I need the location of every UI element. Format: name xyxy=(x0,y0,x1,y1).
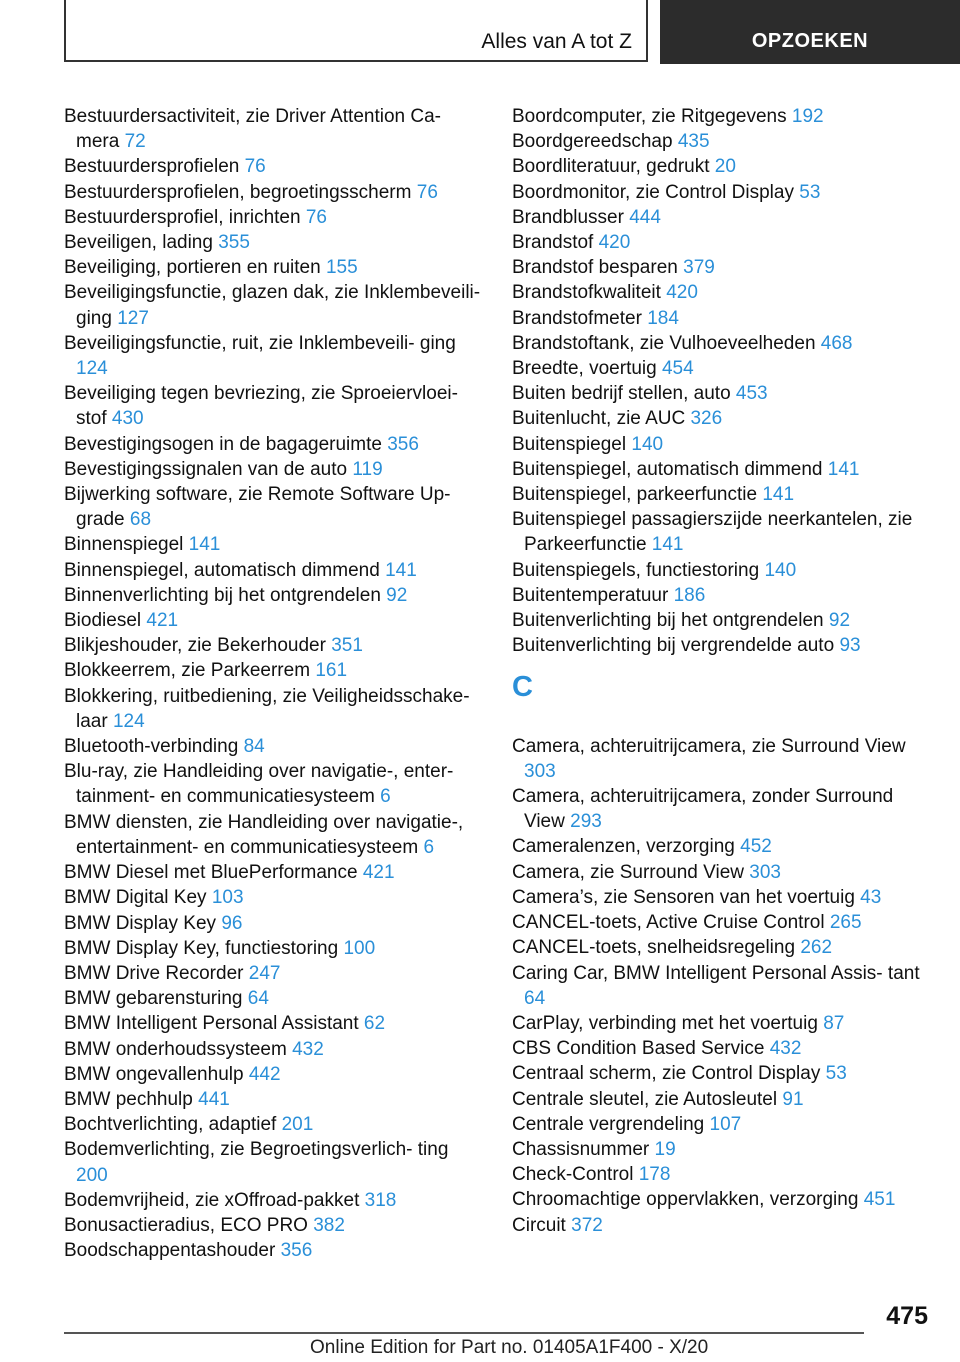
chapter-tab-label: OPZOEKEN xyxy=(751,30,869,52)
index-entry-text: BMW Intelligent Personal Assistant xyxy=(64,1013,359,1035)
page-reference-link[interactable]: 127 xyxy=(117,307,149,329)
index-entry xyxy=(64,532,484,557)
page-reference-link[interactable]: 124 xyxy=(112,710,145,732)
index-entry xyxy=(64,860,484,885)
page-reference-link[interactable]: 452 xyxy=(740,836,772,858)
page-reference-link[interactable]: 432 xyxy=(769,1038,802,1060)
index-entry xyxy=(512,558,932,583)
index-entry-text: Binnenspiegel, automatisch dimmend xyxy=(64,559,380,581)
page-reference-link[interactable]: 468 xyxy=(820,332,853,354)
index-entry xyxy=(64,911,484,936)
index-entry xyxy=(64,482,484,532)
page-reference-link[interactable]: 72 xyxy=(124,131,146,153)
index-entry-text: Brandblusser xyxy=(512,206,624,228)
index-entry xyxy=(64,1037,484,1062)
page-reference-link[interactable]: 100 xyxy=(343,937,376,959)
page-reference-link[interactable]: 420 xyxy=(666,282,698,304)
page-reference-link[interactable]: 444 xyxy=(629,206,661,228)
page-reference-link[interactable]: 87 xyxy=(823,1012,845,1034)
page-reference-link[interactable]: 293 xyxy=(570,811,602,833)
index-entry-text: Bestuurdersprofiel, inrichten xyxy=(64,206,301,228)
page-reference-link[interactable]: 421 xyxy=(146,610,179,632)
page-reference-link[interactable]: 372 xyxy=(571,1214,603,1236)
page-reference-link[interactable]: 53 xyxy=(799,181,821,203)
index-entry xyxy=(64,633,484,658)
page-reference-link[interactable]: 53 xyxy=(825,1063,847,1085)
index-entry xyxy=(64,936,484,961)
page-reference-link[interactable]: 76 xyxy=(416,181,438,203)
page-number: 475 xyxy=(886,1302,928,1330)
index-entry xyxy=(512,885,932,910)
index-entry-text: Camera’s, zie Sensoren van het voertuig xyxy=(512,886,855,908)
index-entry-text: Camera, zie Surround View xyxy=(512,861,744,883)
page-reference-link[interactable]: 192 xyxy=(791,106,824,127)
page-reference-link[interactable]: 382 xyxy=(313,1214,345,1236)
index-entry xyxy=(512,154,932,179)
index-entry xyxy=(64,810,484,860)
index-group-b-continued xyxy=(512,104,932,658)
index-entry xyxy=(64,885,484,910)
index-entry-text: Circuit xyxy=(512,1214,566,1236)
page-reference-link[interactable]: 91 xyxy=(782,1088,804,1110)
index-entry-text: Beveiliging tegen bevriezing, zie Sproeiervloei‐ stof xyxy=(64,383,458,430)
page-reference-link[interactable]: 141 xyxy=(651,534,684,556)
page-reference-link[interactable]: 141 xyxy=(762,484,795,506)
index-entry-text: Buitenspiegel passagierszijde neerkantelen, zie Parkeerfunctie xyxy=(512,509,913,556)
index-entry-text: BMW gebarensturing xyxy=(64,988,243,1010)
page-reference-link[interactable]: 92 xyxy=(828,610,851,632)
index-entry-text: Centrale sleutel, zie Autosleutel xyxy=(512,1088,778,1110)
index-entry-text: BMW pechhulp xyxy=(64,1088,193,1110)
index-entry xyxy=(512,1087,932,1112)
page-reference-link[interactable]: 124 xyxy=(76,358,108,380)
index-entry-text: Brandstof xyxy=(512,232,594,254)
index-entry xyxy=(64,381,484,431)
index-entry-text: Bestuurdersprofielen, begroetingsscherm xyxy=(64,181,412,203)
index-entry xyxy=(512,834,932,859)
page-reference-link[interactable]: 64 xyxy=(524,987,546,1009)
page-reference-link[interactable]: 119 xyxy=(352,458,383,480)
index-entry xyxy=(64,457,484,482)
page-reference-link[interactable]: 430 xyxy=(111,408,144,430)
index-entry-text: Cameralenzen, verzorging xyxy=(512,836,735,858)
index-entry xyxy=(512,306,932,331)
page-reference-link[interactable]: 96 xyxy=(221,912,243,934)
index-entry xyxy=(512,507,932,557)
index-entry-text: Bijwerking software, zie Remote Software Up‐ grade xyxy=(64,484,451,531)
page-reference-link[interactable]: 355 xyxy=(218,232,250,254)
index-entry xyxy=(64,104,484,154)
index-entry xyxy=(64,1087,484,1112)
page-reference-link[interactable]: 420 xyxy=(598,232,631,254)
index-entry xyxy=(64,759,484,809)
index-entry-text: Chassisnummer xyxy=(512,1138,650,1160)
index-entry-text: Buitenspiegels, functiestoring xyxy=(512,559,760,581)
index-column-left xyxy=(64,104,484,1263)
index-entry-text: BMW ongevallenhulp xyxy=(64,1063,244,1085)
page-reference-link[interactable]: 318 xyxy=(364,1189,397,1211)
index-entry xyxy=(512,1137,932,1162)
index-entry xyxy=(512,230,932,255)
index-entry xyxy=(512,129,932,154)
page-reference-link[interactable]: 435 xyxy=(677,131,710,153)
index-entry-text: Bodemvrijheid, zie xOffroad-pakket xyxy=(64,1189,360,1211)
page-reference-link[interactable]: 442 xyxy=(248,1063,281,1085)
index-entry xyxy=(64,205,484,230)
page-reference-link[interactable]: 265 xyxy=(829,912,862,934)
index-entry xyxy=(64,608,484,633)
page-reference-link[interactable]: 141 xyxy=(385,559,417,581)
page-reference-link[interactable]: 107 xyxy=(709,1113,742,1135)
page-reference-link[interactable]: 6 xyxy=(380,786,391,808)
page-reference-link[interactable]: 103 xyxy=(211,887,244,909)
index-entry xyxy=(512,255,932,280)
index-entry xyxy=(64,1112,484,1137)
index-entry-text: Breedte, voertuig xyxy=(512,358,657,380)
index-entry-text: Bodemverlichting, zie Begroetingsverlich‐ ting xyxy=(64,1139,449,1161)
index-entry-text: Bevestigingssignalen van de auto xyxy=(64,458,348,480)
page-reference-link[interactable]: 421 xyxy=(362,862,395,884)
index-entry xyxy=(512,860,932,885)
index-entry xyxy=(64,154,484,179)
page-reference-link[interactable]: 76 xyxy=(244,156,266,178)
index-column-right xyxy=(512,104,932,1238)
index-entry-text: Buitenspiegel, automatisch dimmend xyxy=(512,458,823,480)
page-reference-link[interactable]: 93 xyxy=(839,635,861,657)
index-entry-text: Boordmonitor, zie Control Display xyxy=(512,181,794,203)
index-entry-text: Buitenverlichting bij vergrendelde auto xyxy=(512,635,835,657)
index-entry-text: Boordliteratuur, gedrukt xyxy=(512,156,710,178)
index-entry xyxy=(64,432,484,457)
index-entry-text: BMW Diesel met BluePerformance xyxy=(64,862,358,884)
page-reference-link[interactable]: 178 xyxy=(638,1164,671,1186)
section-letter-heading: C xyxy=(512,671,533,704)
index-entry xyxy=(512,1011,932,1036)
index-entry-text: Buitenlucht, zie AUC xyxy=(512,408,686,430)
index-entry-text: Boordcomputer, zie Ritgegevens xyxy=(512,106,787,127)
index-entry-text: Blikjeshouder, zie Bekerhouder xyxy=(64,635,326,657)
page-reference-link[interactable]: 326 xyxy=(690,408,723,430)
page-reference-link[interactable]: 200 xyxy=(76,1164,108,1186)
index-entry xyxy=(64,558,484,583)
page-reference-link[interactable]: 64 xyxy=(247,988,269,1010)
footer-divider xyxy=(64,1332,864,1334)
page-reference-link[interactable]: 247 xyxy=(248,962,281,984)
index-entry-text: Buitenverlichting bij het ontgrendelen xyxy=(512,610,824,632)
index-entry xyxy=(512,784,932,834)
page-reference-link[interactable]: 184 xyxy=(647,307,679,329)
index-entry xyxy=(512,104,932,129)
page-reference-link[interactable]: 76 xyxy=(305,206,327,228)
page-reference-link[interactable]: 356 xyxy=(280,1240,313,1262)
page-reference-link[interactable]: 92 xyxy=(386,584,408,606)
index-entry-text: Brandstof besparen xyxy=(512,257,678,279)
index-entry xyxy=(64,684,484,734)
index-entry-text: Bochtverlichting, adaptief xyxy=(64,1114,277,1136)
index-entry xyxy=(64,658,484,683)
index-entry xyxy=(512,432,932,457)
index-entry-text: Bonusactieradius, ECO PRO xyxy=(64,1214,308,1236)
index-entry xyxy=(64,1062,484,1087)
index-entry xyxy=(64,986,484,1011)
index-entry-text: Blokkeerrem, zie Parkeerrem xyxy=(64,660,311,682)
index-entry-text: Bestuurdersprofielen xyxy=(64,156,240,178)
index-entry xyxy=(64,1188,484,1213)
page-reference-link[interactable]: 201 xyxy=(281,1114,314,1136)
page-reference-link[interactable]: 20 xyxy=(714,156,736,178)
page-reference-link[interactable]: 84 xyxy=(243,736,265,758)
index-entry xyxy=(64,230,484,255)
index-entry xyxy=(64,1137,484,1187)
page-reference-link[interactable]: 451 xyxy=(863,1189,896,1211)
index-entry xyxy=(512,1187,932,1212)
index-entry-text: Check-Control xyxy=(512,1164,634,1186)
index-entry-text: Beveiliging, portieren en ruiten xyxy=(64,257,321,279)
index-entry-text: Bluetooth-verbinding xyxy=(64,736,239,758)
index-entry-text: Brandstofmeter xyxy=(512,307,642,329)
index-entry-text: Chroomachtige oppervlakken, verzorging xyxy=(512,1189,859,1211)
index-entry xyxy=(512,457,932,482)
index-entry xyxy=(512,1112,932,1137)
page-reference-link[interactable]: 62 xyxy=(363,1013,386,1035)
index-entry-text: Bevestigingsogen in de bagageruimte xyxy=(64,433,382,455)
index-entry-text: BMW onderhoudssysteem xyxy=(64,1038,287,1060)
index-entry-text: BMW Drive Recorder xyxy=(64,962,244,984)
index-entry xyxy=(512,331,932,356)
index-entry-text: Buitenspiegel, parkeerfunctie xyxy=(512,484,758,506)
index-entry xyxy=(512,180,932,205)
index-entry-text: Buitentemperatuur xyxy=(512,584,669,606)
index-entry xyxy=(64,1213,484,1238)
index-entry xyxy=(64,583,484,608)
index-entry xyxy=(512,1036,932,1061)
page-reference-link[interactable]: 351 xyxy=(331,635,363,657)
index-entry-text: CarPlay, verbinding met het voertuig xyxy=(512,1012,818,1034)
section-title: Alles van A tot Z xyxy=(481,30,632,53)
index-entry xyxy=(512,1162,932,1187)
index-entry xyxy=(512,1213,932,1238)
index-entry-text: Camera, achteruitrijcamera, zonder Surround View xyxy=(512,786,894,833)
index-entry xyxy=(64,255,484,280)
page-reference-link[interactable]: 140 xyxy=(631,433,664,455)
page-reference-link[interactable]: 432 xyxy=(292,1038,324,1060)
section-title-box xyxy=(64,0,648,62)
index-entry-text: Brandstoftank, zie Vulhoeveelheden xyxy=(512,332,816,354)
index-entry xyxy=(512,935,932,960)
page-header xyxy=(64,0,960,64)
chapter-tab[interactable] xyxy=(660,0,960,64)
index-entry-text: Biodiesel xyxy=(64,610,142,632)
page-reference-link[interactable]: 141 xyxy=(188,534,221,556)
index-entry-text: Blu-ray, zie Handleiding over navigatie-, enter‐ tainment- en communicatiesysteem xyxy=(64,761,454,808)
index-entry-text: Beveiligen, lading xyxy=(64,232,213,254)
page-reference-link[interactable]: 379 xyxy=(683,257,715,279)
index-entry xyxy=(512,482,932,507)
index-entry xyxy=(64,734,484,759)
page-reference-link[interactable]: 19 xyxy=(654,1138,676,1160)
footer-edition-text: Online Edition for Part no. 01405A1F400 - X/20 xyxy=(310,1337,709,1358)
page-reference-link[interactable]: 303 xyxy=(524,760,556,782)
index-entry xyxy=(64,961,484,986)
index-entry-text: CANCEL-toets, snelheidsregeling xyxy=(512,937,796,959)
index-entry xyxy=(64,180,484,205)
page-reference-link[interactable]: 441 xyxy=(198,1088,230,1110)
index-entry-text: Boordgereedschap xyxy=(512,131,673,153)
index-entry-text: Camera, achteruitrijcamera, zie Surround View xyxy=(512,735,906,757)
index-entry xyxy=(512,406,932,431)
page-reference-link[interactable]: 303 xyxy=(749,861,781,883)
index-entry-text: Beveiligingsfunctie, glazen dak, zie Inklembeveili‐ ging xyxy=(64,282,481,329)
index-entry-text: Blokkering, ruitbediening, zie Veiligheidsschake‐ laar xyxy=(64,685,470,732)
page-reference-link[interactable]: 155 xyxy=(325,257,358,279)
index-entry-text: CBS Condition Based Service xyxy=(512,1038,765,1060)
index-entry xyxy=(512,608,932,633)
index-entry-text: Brandstofkwaliteit xyxy=(512,282,661,304)
index-entry xyxy=(512,1061,932,1086)
page-reference-link[interactable]: 43 xyxy=(860,886,882,908)
index-entry-text: Binnenverlichting bij het ontgrendelen xyxy=(64,584,381,606)
index-entry-text: Beveiligingsfunctie, ruit, zie Inklembeveili‐ ging xyxy=(64,332,456,354)
index-entry-text: BMW Display Key xyxy=(64,912,217,934)
index-entry xyxy=(512,381,932,406)
page-reference-link[interactable]: 140 xyxy=(764,559,797,581)
page-reference-link[interactable]: 141 xyxy=(827,458,860,480)
index-entry xyxy=(64,280,484,330)
index-entry xyxy=(512,961,932,1011)
index-entry xyxy=(512,356,932,381)
page-reference-link[interactable]: 68 xyxy=(129,509,152,531)
page-reference-link[interactable]: 6 xyxy=(423,836,435,858)
index-group-c xyxy=(512,734,932,1238)
index-entry xyxy=(64,1238,484,1263)
index-entry-text: Centrale vergrendeling xyxy=(512,1113,705,1135)
page-reference-link[interactable]: 356 xyxy=(387,433,419,455)
page-reference-link[interactable]: 161 xyxy=(315,660,348,682)
index-entry-text: CANCEL-toets, Active Cruise Control xyxy=(512,912,825,934)
page-reference-link[interactable]: 453 xyxy=(735,383,768,405)
index-entry-text: Boodschappentashouder xyxy=(64,1240,276,1262)
page-reference-link[interactable]: 262 xyxy=(800,937,833,959)
index-entry xyxy=(512,910,932,935)
index-entry-text: Buitenspiegel xyxy=(512,433,627,455)
index-entry xyxy=(512,280,932,305)
index-entry xyxy=(512,734,932,784)
index-entry xyxy=(512,583,932,608)
index-entry-text: Binnenspiegel xyxy=(64,534,184,556)
index-entry-text: Bestuurdersactiviteit, zie Driver Attention Ca‐ mera xyxy=(64,106,441,153)
index-entry xyxy=(512,205,932,230)
index-entry-text: BMW Digital Key xyxy=(64,887,207,909)
index-entry xyxy=(512,633,932,658)
index-entry-text: BMW diensten, zie Handleiding over navigatie-, entertainment- en communicatiesysteem xyxy=(64,811,464,858)
index-entry-text: Buiten bedrijf stellen, auto xyxy=(512,383,731,405)
index-entry-text: Centraal scherm, zie Control Display xyxy=(512,1063,821,1085)
index-entry-text: Caring Car, BMW Intelligent Personal Assis‐ tant xyxy=(512,962,920,984)
index-entry xyxy=(64,331,484,381)
index-entry xyxy=(64,1011,484,1036)
page-reference-link[interactable]: 186 xyxy=(673,584,706,606)
index-entry-text: BMW Display Key, functiestoring xyxy=(64,937,339,959)
page-reference-link[interactable]: 454 xyxy=(661,358,694,380)
